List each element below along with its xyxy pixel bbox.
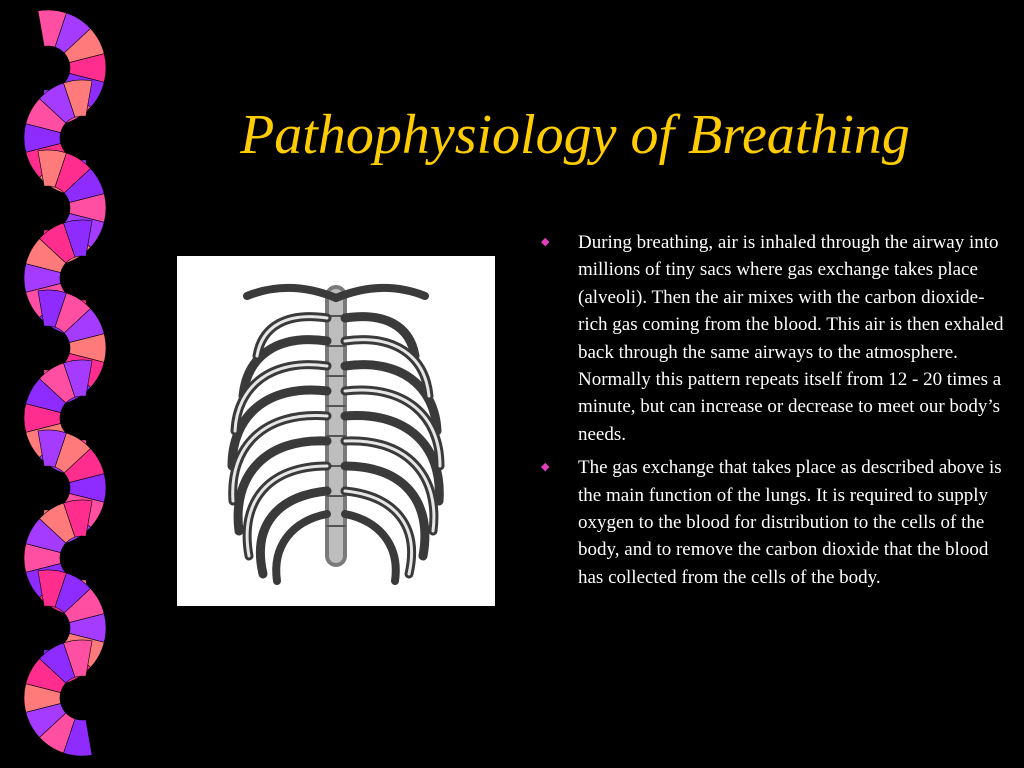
diamond-bullet-icon: ◆ bbox=[541, 461, 550, 474]
ribbon-fan bbox=[24, 640, 92, 756]
rib-cage-illustration-icon bbox=[177, 256, 495, 606]
bullet-list bbox=[536, 229, 1008, 597]
bullet-text: During breathing, air is inhaled through the airway into millions of tiny sacs where gas exchange takes place (alveoli). Then the air mixes with the carbon dioxide-rich gas coming from the blood. This air is then exhaled back through the same airways to the atmosphere. Normally this pattern repeats itself from 12 - 20 times a minute, but can increase or decrease to meet our body’s needs. bbox=[578, 232, 1004, 445]
bullet-text: The gas exchange that takes place as described above is the main function of the lungs. It is required to supply oxygen to the blood for distribution to the cells of the body, and to remove the carbon dioxide that the blood has collected from the cells of the body. bbox=[578, 457, 1002, 588]
bullet-item bbox=[536, 229, 1008, 448]
diamond-bullet-icon: ◆ bbox=[541, 236, 550, 248]
rib-cage-image bbox=[177, 256, 495, 606]
decorative-fan-ribbon bbox=[0, 0, 150, 768]
slide-title: Pathophysiology of Breathing bbox=[240, 104, 910, 166]
bullet-item bbox=[536, 454, 1008, 591]
